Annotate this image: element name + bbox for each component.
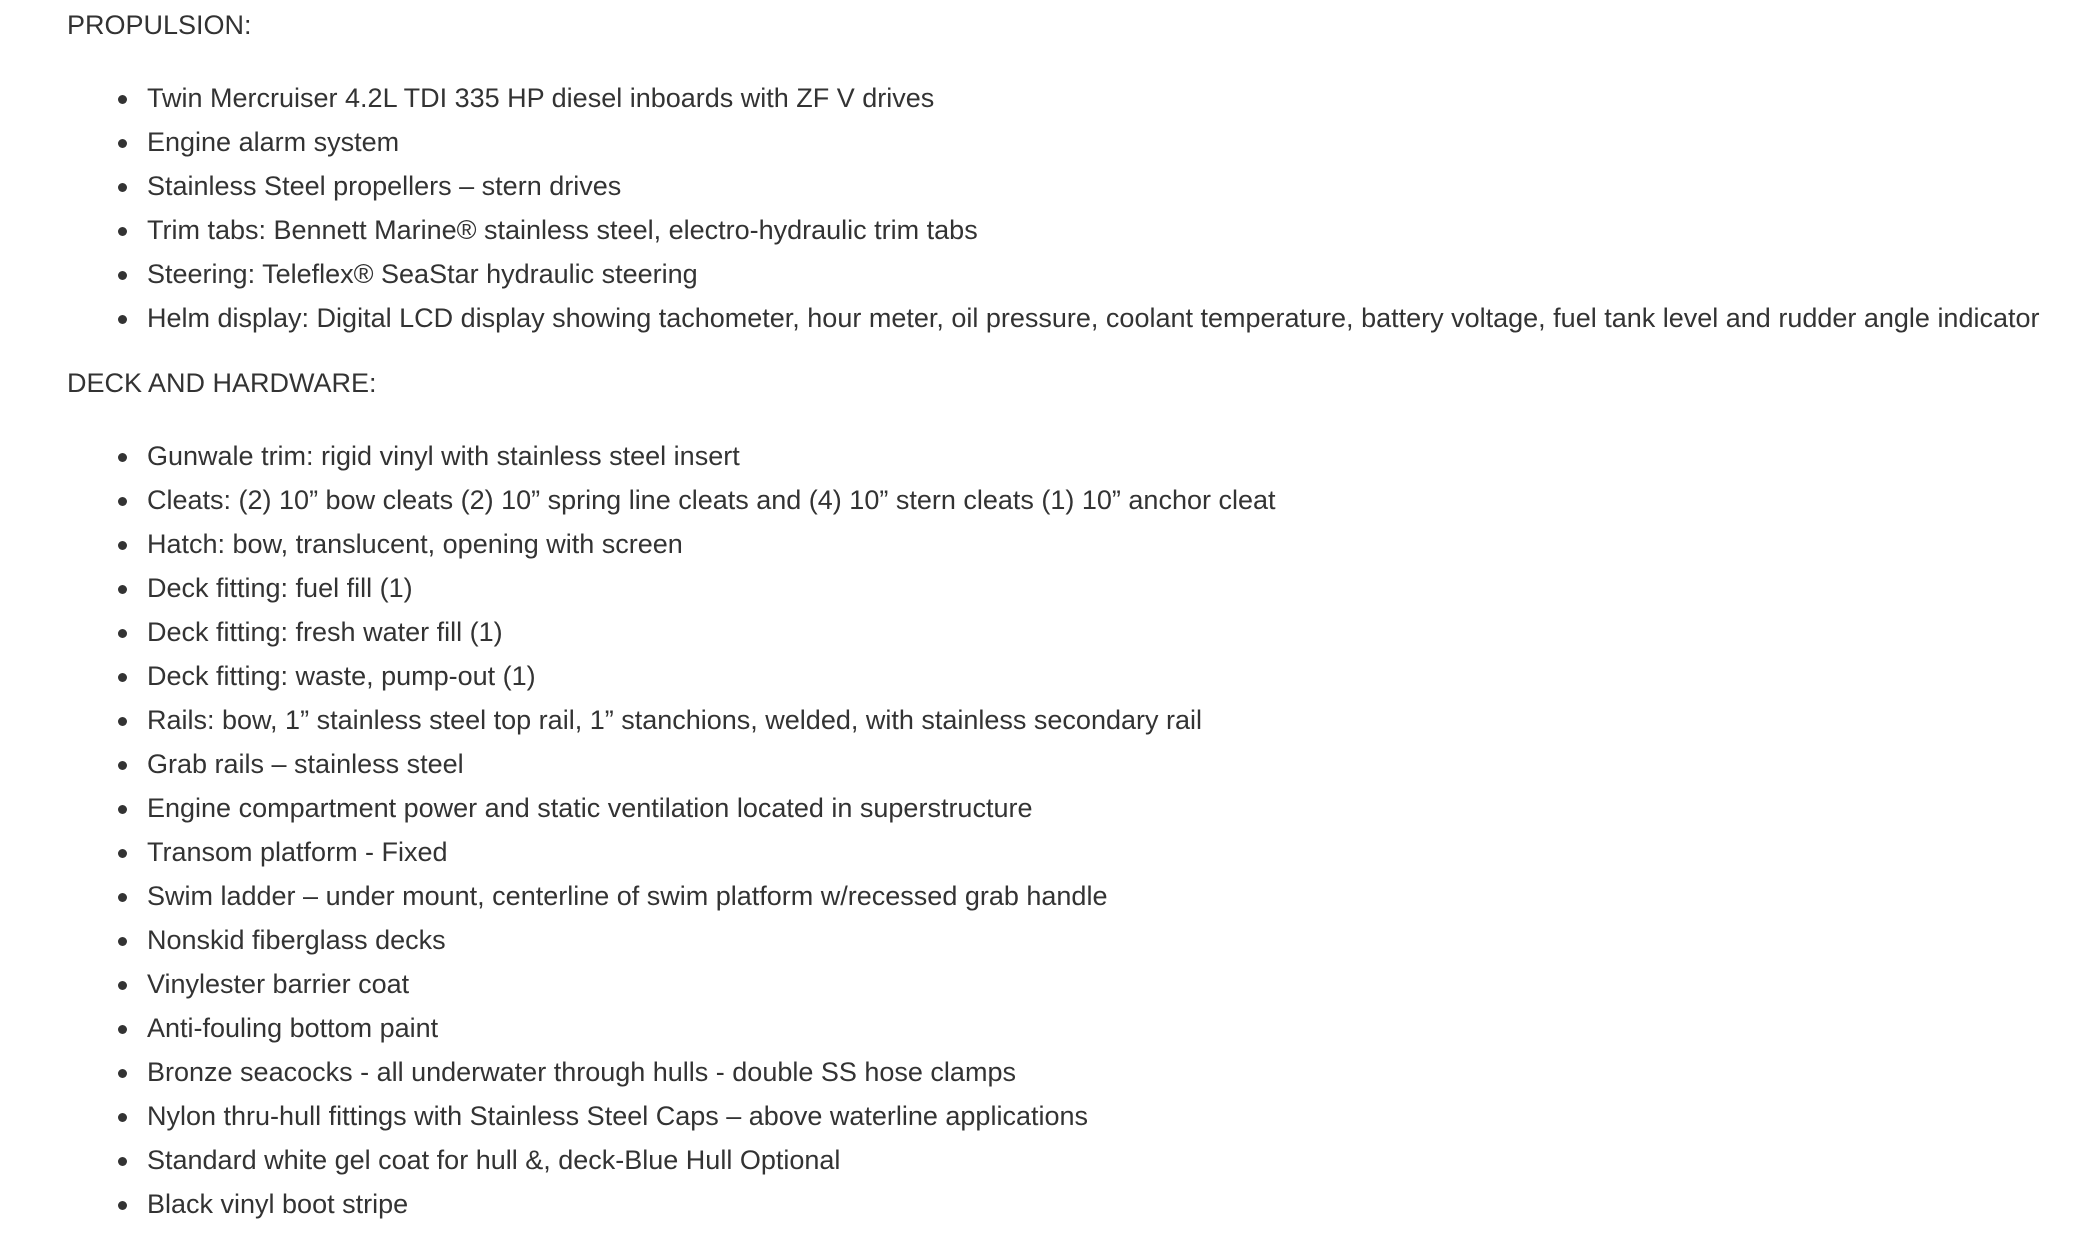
bullet-icon: [118, 453, 127, 462]
bullet-icon: [118, 1113, 127, 1122]
list-item-text: Nylon thru-hull fittings with Stainless Steel Caps – above waterline applications: [147, 1101, 1088, 1131]
bullet-icon: [118, 1201, 127, 1210]
list-item: [147, 120, 2067, 164]
bullet-icon: [118, 805, 127, 814]
bullet-icon: [118, 629, 127, 638]
list-item-text: Deck fitting: fresh water fill (1): [147, 617, 503, 647]
list-item-text: Engine compartment power and static ventilation located in superstructure: [147, 793, 1033, 823]
list-item-text: Transom platform - Fixed: [147, 837, 448, 867]
list-item-text: Hatch: bow, translucent, opening with screen: [147, 529, 683, 559]
list-item-text: Twin Mercruiser 4.2L TDI 335 HP diesel inboards with ZF V drives: [147, 83, 935, 113]
list-item: [147, 478, 2067, 522]
list-item: [147, 522, 2067, 566]
list-item: [147, 786, 2067, 830]
bullet-icon: [118, 761, 127, 770]
bullet-icon: [118, 849, 127, 858]
list-item: [147, 434, 2067, 478]
list-item-text: Helm display: Digital LCD display showing tachometer, hour meter, oil pressure, coolant temperature, battery voltage, fuel tank level and rudder angle indicator: [147, 303, 2040, 333]
bullet-icon: [118, 717, 127, 726]
list-item-text: Grab rails – stainless steel: [147, 749, 464, 779]
list-item: [147, 698, 2067, 742]
list-item-text: Vinylester barrier coat: [147, 969, 410, 999]
bullet-icon: [118, 585, 127, 594]
bullet-icon: [118, 315, 127, 324]
list-item-text: Engine alarm system: [147, 127, 400, 157]
list-item: [147, 1050, 2067, 1094]
list-item: [147, 654, 2067, 698]
list-item: [147, 208, 2067, 252]
list-item: [147, 830, 2067, 874]
deck-hardware-list: [67, 434, 2067, 1226]
bullet-icon: [118, 183, 127, 192]
bullet-icon: [118, 1025, 127, 1034]
list-item-text: Rails: bow, 1” stainless steel top rail, 1” stanchions, welded, with stainless secondary rail: [147, 705, 1202, 735]
list-item-text: Anti-fouling bottom paint: [147, 1013, 439, 1043]
list-item: [147, 164, 2067, 208]
bullet-icon: [118, 271, 127, 280]
list-item: [147, 742, 2067, 786]
list-item: [147, 1006, 2067, 1050]
bullet-icon: [118, 1069, 127, 1078]
bullet-icon: [118, 541, 127, 550]
section-spacer: [67, 340, 2067, 368]
list-item-text: Standard white gel coat for hull &, deck-Blue Hull Optional: [147, 1145, 841, 1175]
list-item: [147, 1182, 2067, 1226]
bullet-icon: [118, 937, 127, 946]
propulsion-list: [67, 76, 2067, 340]
list-item-text: Trim tabs: Bennett Marine® stainless steel, electro-hydraulic trim tabs: [147, 215, 978, 245]
list-item-text: Deck fitting: waste, pump-out (1): [147, 661, 536, 691]
list-item: [147, 252, 2067, 296]
bullet-icon: [118, 139, 127, 148]
bullet-icon: [118, 673, 127, 682]
list-item-text: Black vinyl boot stripe: [147, 1189, 409, 1219]
bullet-icon: [118, 1157, 127, 1166]
bullet-icon: [118, 497, 127, 506]
list-item-text: Gunwale trim: rigid vinyl with stainless steel insert: [147, 441, 740, 471]
bullet-icon: [118, 95, 127, 104]
section-heading-propulsion: PROPULSION:: [67, 10, 252, 40]
list-item-text: Nonskid fiberglass decks: [147, 925, 446, 955]
list-item: [147, 1138, 2067, 1182]
list-item: [147, 566, 2067, 610]
list-item: [147, 76, 2067, 120]
list-item-text: Deck fitting: fuel fill (1): [147, 573, 413, 603]
bullet-icon: [118, 981, 127, 990]
list-item-text: Steering: Teleflex® SeaStar hydraulic steering: [147, 259, 698, 289]
list-item-text: Cleats: (2) 10” bow cleats (2) 10” spring line cleats and (4) 10” stern cleats (1) 10” anchor cleat: [147, 485, 1276, 515]
section-heading-deck-and-hardware: DECK AND HARDWARE:: [67, 368, 377, 398]
bullet-icon: [118, 893, 127, 902]
list-item-text: Swim ladder – under mount, centerline of swim platform w/recessed grab handle: [147, 881, 1108, 911]
list-item: [147, 918, 2067, 962]
list-item: [147, 962, 2067, 1006]
bullet-icon: [118, 227, 127, 236]
list-item: [147, 610, 2067, 654]
list-item: [147, 874, 2067, 918]
list-item-text: Bronze seacocks - all underwater through hulls - double SS hose clamps: [147, 1057, 1016, 1087]
list-item: [147, 1094, 2067, 1138]
list-item-text: Stainless Steel propellers – stern drives: [147, 171, 622, 201]
list-item: [147, 296, 2067, 340]
